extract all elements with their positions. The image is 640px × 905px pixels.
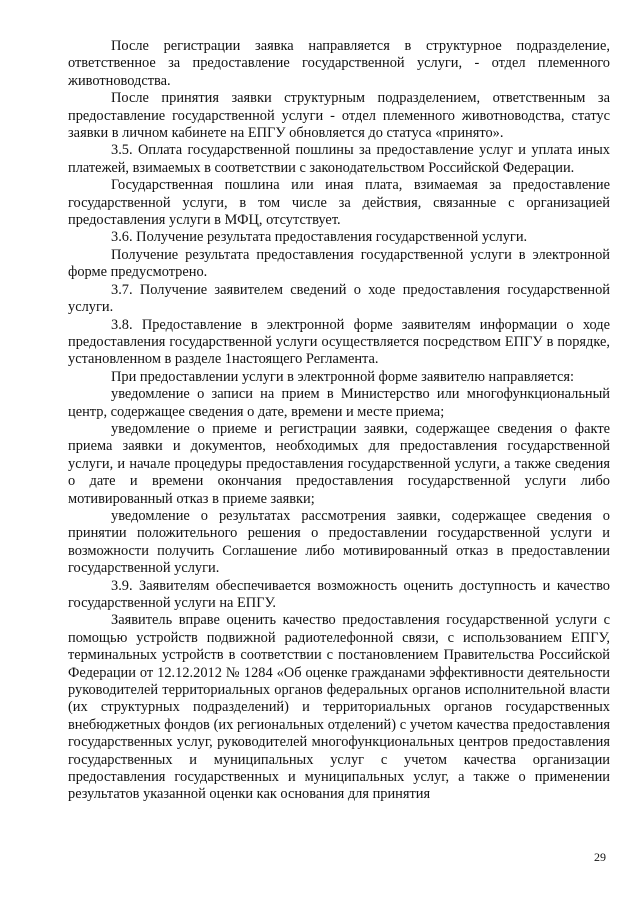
paragraph: уведомление о записи на прием в Министерство или многофункциональный центр, содержащее сведения о дате, времени и месте приема; — [68, 386, 610, 420]
document-body — [68, 38, 610, 804]
page-number: 29 — [594, 850, 606, 864]
paragraph: 3.7. Получение заявителем сведений о ходе предоставления государственной услуги. — [68, 281, 610, 316]
paragraph: 3.9. Заявителям обеспечивается возможность оценить доступность и качество государственной услуги на ЕПГУ. — [68, 577, 610, 611]
paragraph: 3.5. Оплата государственной пошлины за предоставление услуг и уплата иных платежей, взимаемых в соответствии с законодательством Российской Федерации. — [68, 142, 610, 176]
paragraph: 3.6. Получение результата предоставления государственной услуги. — [111, 229, 528, 246]
paragraph: 3.8. Предоставление в электронной форме заявителям информации о ходе предоставления государственной услуги осуществляется посредством ЕПГУ в порядке, установленном в разделе 1настоящего Регламента. — [68, 316, 610, 368]
paragraph: Государственная пошлина или иная плата, взимаемая за предоставление государственной услуги, в том числе за действия, связанные с организацией предоставления услуги в МФЦ, отсутствует. — [68, 177, 610, 229]
paragraph: После регистрации заявка направляется в структурное подразделение, ответственное за предоставление государственной услуги, - отдел племенного животноводства. — [68, 38, 610, 89]
paragraph: Заявитель вправе оценить качество предоставления государственной услуги с помощью устройств подвижной радиотелефонной связи, с использованием ЕПГУ, терминальных устройств в соответствии с постановлением Правительства Российской Федерации от 12.12.2012 № 1284 «Об оценке гражданами эффективности деятельности руководителей территориальных органов федеральных органов исполнительной власти (их структурных подразделений) и территориальных органов государственных внебюджетных фондов (их региональных отделений) с учетом качества предоставления государственных услуг, руководителей многофункциональных центров предоставления государственных и муниципальных услуг с учетом качества организации предоставления государственных и муниципальных услуг, а также о применении результатов указанной оценки как основания для принятия — [68, 612, 610, 803]
paragraph: уведомление о приеме и регистрации заявки, содержащее сведения о факте приема заявки и документов, необходимых для предоставления государственной услуги, и начале процедуры предоставления государственной услуги, а также сведения о дате и времени окончания предоставления государственной услуги либо мотивированный отказ в приеме заявки; — [68, 420, 610, 507]
paragraph: После принятия заявки структурным подразделением, ответственным за предоставление государственной услуги - отдел племенного животноводства, статус заявки в личном кабинете на ЕПГУ обновляется до статуса «принято». — [68, 90, 610, 142]
paragraph: Получение результата предоставления государственной услуги в электронной форме предусмотрено. — [68, 246, 610, 281]
paragraph: уведомление о результатах рассмотрения заявки, содержащее сведения о принятии положительного решения о предоставлении государственной услуги и возможности получить Соглашение либо мотивированный отказ в предоставлении государственной услуги. — [68, 507, 610, 577]
paragraph: При предоставлении услуги в электронной форме заявителю направляется: — [111, 368, 574, 385]
